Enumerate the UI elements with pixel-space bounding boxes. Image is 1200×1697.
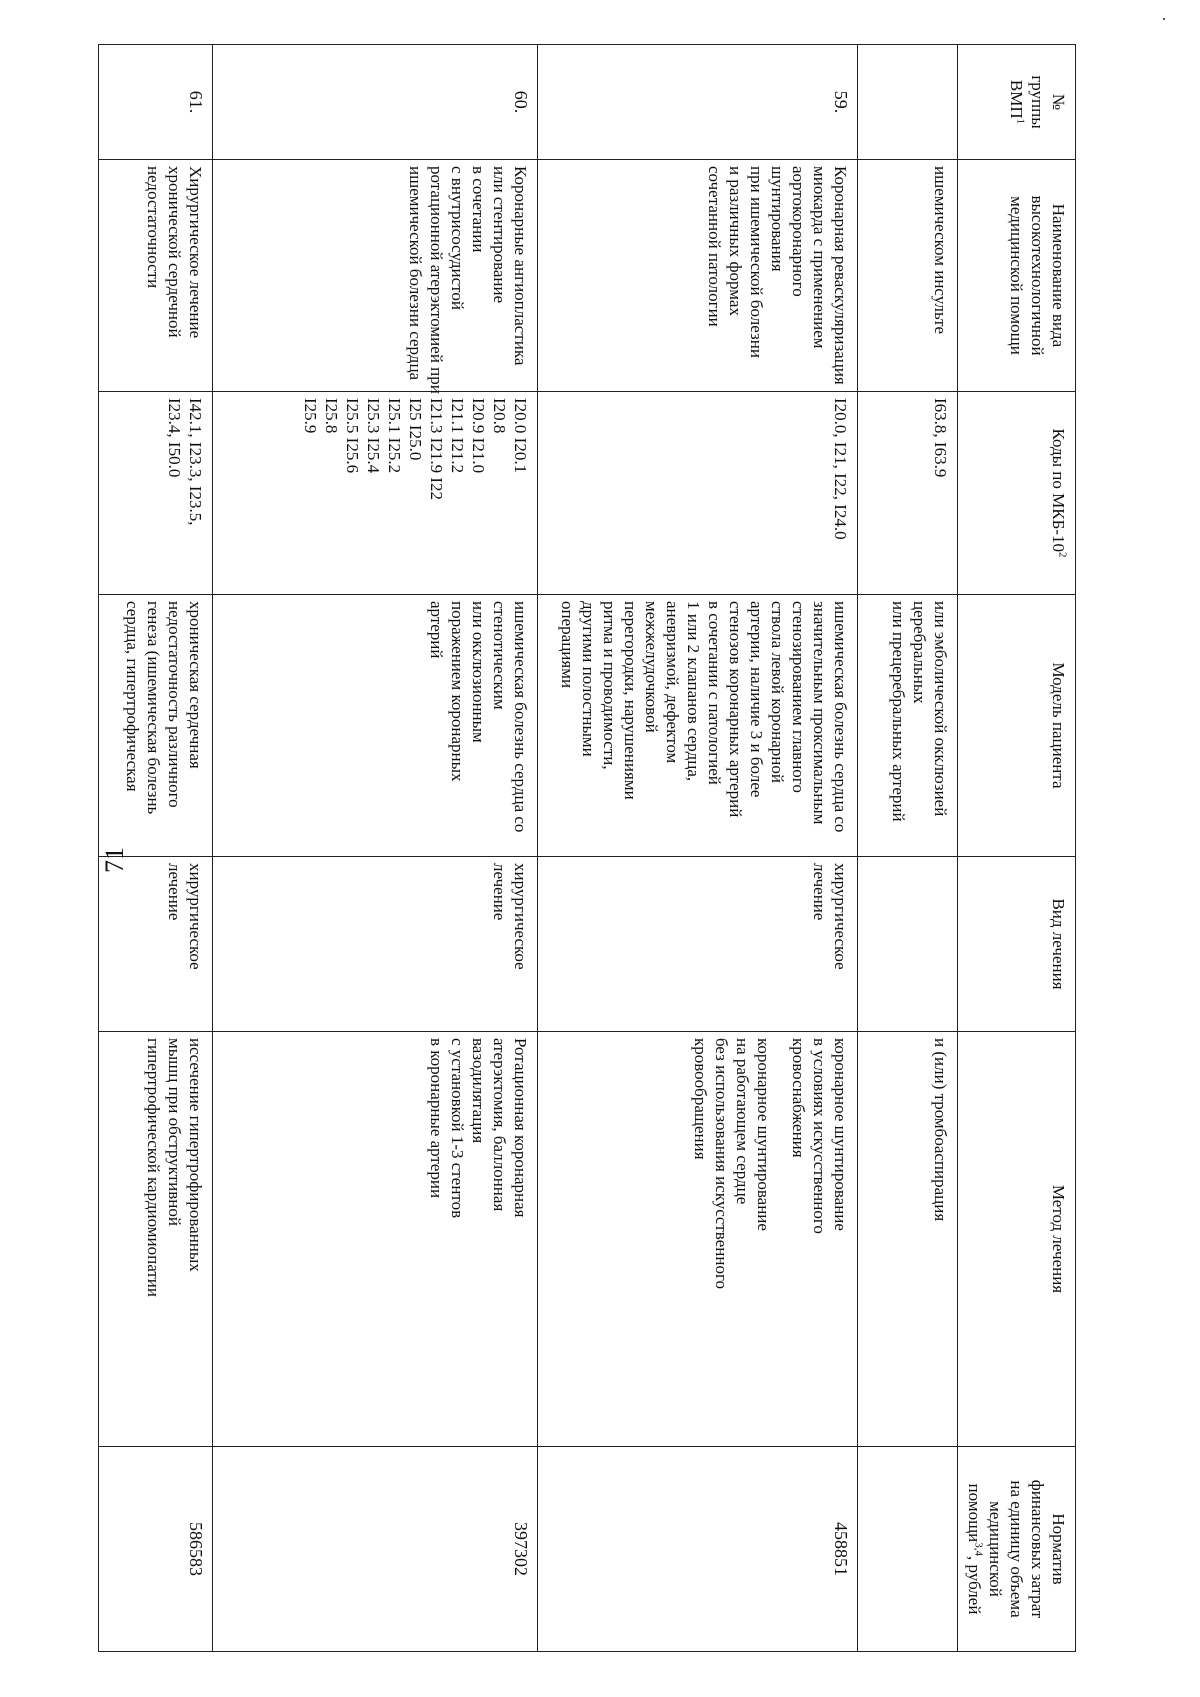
header-treatment-type: Вид лечения <box>958 857 1076 1032</box>
header-codes: Коды по МКБ-$10^2$ <box>958 392 1076 595</box>
row-group-no <box>858 45 958 160</box>
row-codes: I20.0, I21, I22, I24.0 <box>538 392 858 595</box>
row-method: иссечение гипертрофированных мышц при обструктивной гипертрофической кардиомиопатии <box>99 1032 213 1447</box>
row-name: Коронарная реваскуляризация миокарда с применением аортокоронарного шунтирования при ишемической болезни и различных формах сочетанной патологии <box>538 160 858 392</box>
row-model: хроническая сердечная недостаточность различного генеза (ишемическая болезнь сердца, гипертрофическая <box>99 595 213 857</box>
row-treatment: хирургическое лечение <box>213 857 538 1032</box>
row-treatment: хирургическое лечение <box>99 857 213 1032</box>
row-codes: I42.1, I23.3, I23.5, I23.4, I50.0 <box>99 392 213 595</box>
row-cost <box>858 1447 958 1652</box>
row-cost: 397302 <box>213 1447 538 1652</box>
table-row <box>538 45 858 1652</box>
rotated-table-wrapper <box>109 44 1076 1651</box>
row-method: коронарное шунтирование в условиях искусственного кровоснабжения коронарное шунтирование на работающем сердце без использования искусственного кровообращения <box>538 1032 858 1447</box>
row-model: или эмболической окклюзией церебральных или прецеребральных артерий <box>858 595 958 857</box>
row-name: Коронарные ангиопластика или стентирование в сочетании с внутрисосудистой ротационной атерэктомией при ишемической болезни сердца <box>213 160 538 392</box>
header-name: Наименование вида высокотехнологичной медицинской помощи <box>958 160 1076 392</box>
table-row <box>99 45 213 1652</box>
header-model: Модель пациента <box>958 595 1076 857</box>
table-row <box>858 45 958 1652</box>
scan-mark <box>1163 18 1165 20</box>
row-group-no: 61. <box>99 45 213 160</box>
row-codes: I20.0 I20.1 I20.8 I20.9 I21.0 I21.1 I21.2 I21.3 I21.9 I22 I25 I25.0 I25.1 I25.2 I25.3 I25.4 I25.5 I25.6 I25.8 I25.9 <box>213 392 538 595</box>
row-method: Ротационная коронарная атерэктомия, баллонная вазодилятация с установкой 1-3 стентов в коронарные артерии <box>213 1032 538 1447</box>
table-row <box>213 45 538 1652</box>
vmp-table <box>98 44 1076 1652</box>
row-model: ишемическая болезнь сердца со стенотическим или окклюзионным поражением коронарных артерий <box>213 595 538 857</box>
row-group-no: 59. <box>538 45 858 160</box>
page-number: 71 <box>100 847 129 873</box>
table-header-row <box>958 45 1076 1652</box>
header-method: Метод лечения <box>958 1032 1076 1447</box>
row-treatment <box>858 857 958 1032</box>
row-name: ишемическом инсульте <box>858 160 958 392</box>
row-model: ишемическая болезнь сердца со значительным проксимальным стенозированием главного ствола левой коронарной артерии, наличие 3 и более стенозов коронарных артерий в сочетании с патологией 1 или 2 клапанов сердца, аневризмой, дефектом межжелудочковой перегородки, нарушениями ритма и проводимости, другими полостными операциями <box>538 595 858 857</box>
row-method: и (или) тромбоаспирация <box>858 1032 958 1447</box>
row-cost: 586583 <box>99 1447 213 1652</box>
row-treatment: хирургическое лечение <box>538 857 858 1032</box>
header-group-no: № группы ВМП$^1$ <box>958 45 1076 160</box>
row-cost: 458851 <box>538 1447 858 1652</box>
row-name: Хирургическое лечение хронической сердечной недостаточности <box>99 160 213 392</box>
header-cost: Норматив финансовых затрат на единицу объема медицинской помощи$^{3,4}$, рублей <box>958 1447 1076 1652</box>
row-group-no: 60. <box>213 45 538 160</box>
row-codes: I63.8, I63.9 <box>858 392 958 595</box>
